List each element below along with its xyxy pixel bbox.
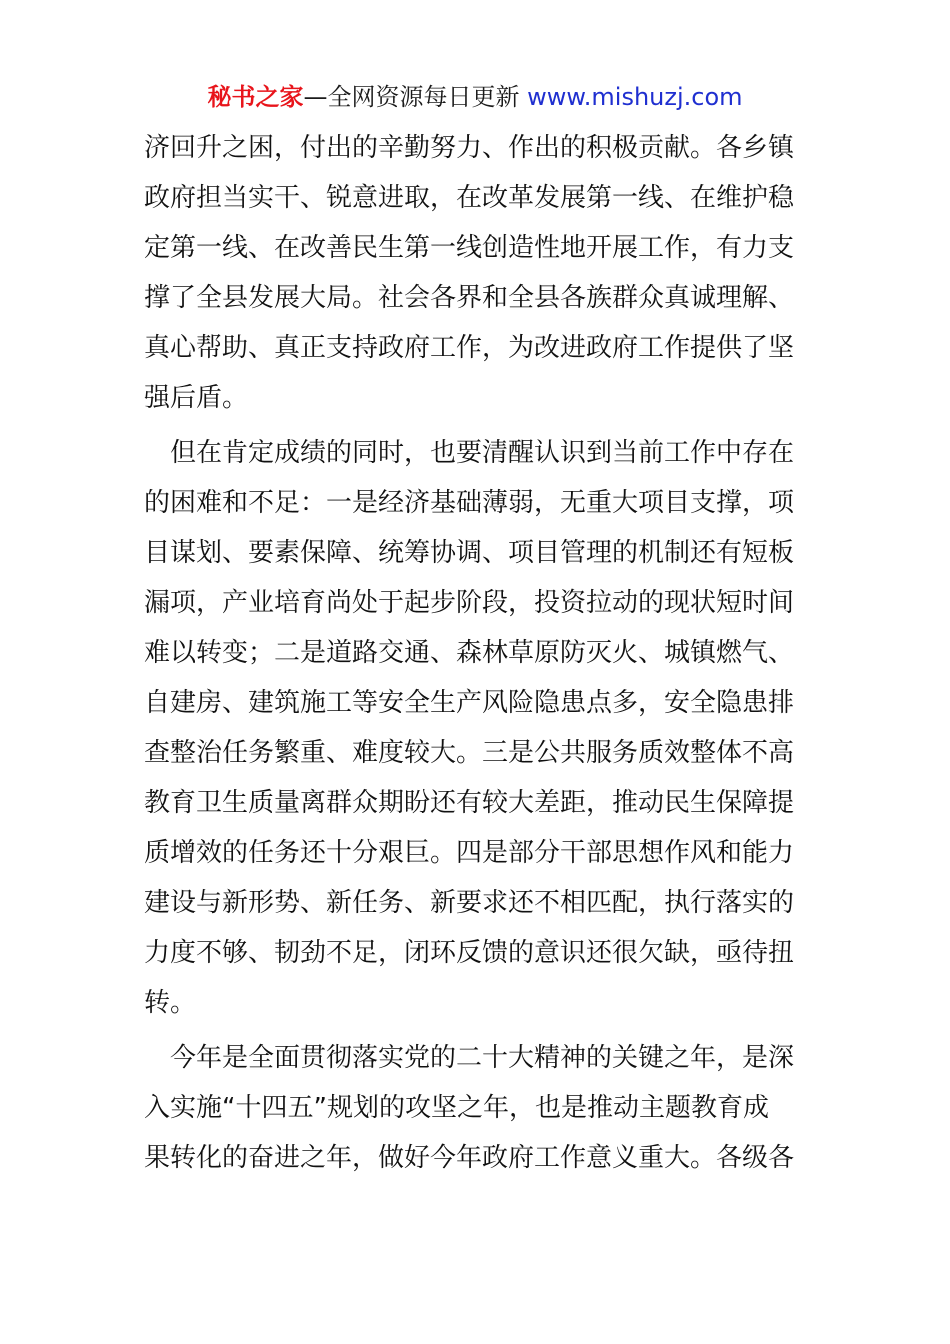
text-line: 定第一线、在改善民生第一线创造性地开展工作，有力支 xyxy=(144,233,795,263)
text-line: 转。 xyxy=(144,988,197,1018)
header-tagline: —全网资源每日更新 xyxy=(303,83,528,111)
text-line: 撑了全县发展大局。社会各界和全县各族群众真诚理解、 xyxy=(144,283,795,313)
text-line: 自建房、建筑施工等安全生产风险隐患点多，安全隐患排 xyxy=(144,688,795,718)
website-link[interactable]: www.mishuzj.com xyxy=(527,83,743,111)
text-line: 力度不够、韧劲不足，闭环反馈的意识还很欠缺，亟待扭 xyxy=(144,938,795,968)
document-body xyxy=(144,123,809,1183)
text-line: 的困难和不足：一是经济基础薄弱，无重大项目支撑，项 xyxy=(144,488,795,518)
text-line: 今年是全面贯彻落实党的二十大精神的关键之年，是深 xyxy=(144,1043,795,1073)
text-line: 查整治任务繁重、难度较大。三是公共服务质效整体不高 xyxy=(144,738,795,768)
text-line: 济回升之困，付出的辛勤努力、作出的积极贡献。各乡镇 xyxy=(144,133,795,163)
text-line: 目谋划、要素保障、统筹协调、项目管理的机制还有短板 xyxy=(144,538,795,568)
text-line: 建设与新形势、新任务、新要求还不相匹配，执行落实的 xyxy=(144,888,795,918)
text-line: 但在肯定成绩的同时，也要清醒认识到当前工作中存在 xyxy=(144,438,795,468)
text-line: 难以转变；二是道路交通、森林草原防灭火、城镇燃气、 xyxy=(144,638,795,668)
text-line: 质增效的任务还十分艰巨。四是部分干部思想作风和能力 xyxy=(144,838,795,868)
paragraph-1 xyxy=(144,123,809,423)
paragraph-2 xyxy=(144,428,809,1028)
text-line: 真心帮助、真正支持政府工作，为改进政府工作提供了坚 xyxy=(144,333,795,363)
text-line: 强后盾。 xyxy=(144,383,249,413)
brand-name: 秘书之家 xyxy=(207,83,304,111)
text-line: 漏项，产业培育尚处于起步阶段，投资拉动的现状短时间 xyxy=(144,588,795,618)
page-header xyxy=(0,80,950,114)
paragraph-3 xyxy=(144,1033,809,1183)
text-line: 果转化的奋进之年，做好今年政府工作意义重大。各级各 xyxy=(144,1143,795,1173)
text-line: 入实施“十四五”规划的攻坚之年，也是推动主题教育成 xyxy=(144,1093,769,1123)
text-line: 教育卫生质量离群众期盼还有较大差距，推动民生保障提 xyxy=(144,788,795,818)
text-line: 政府担当实干、锐意进取，在改革发展第一线、在维护稳 xyxy=(144,183,795,213)
